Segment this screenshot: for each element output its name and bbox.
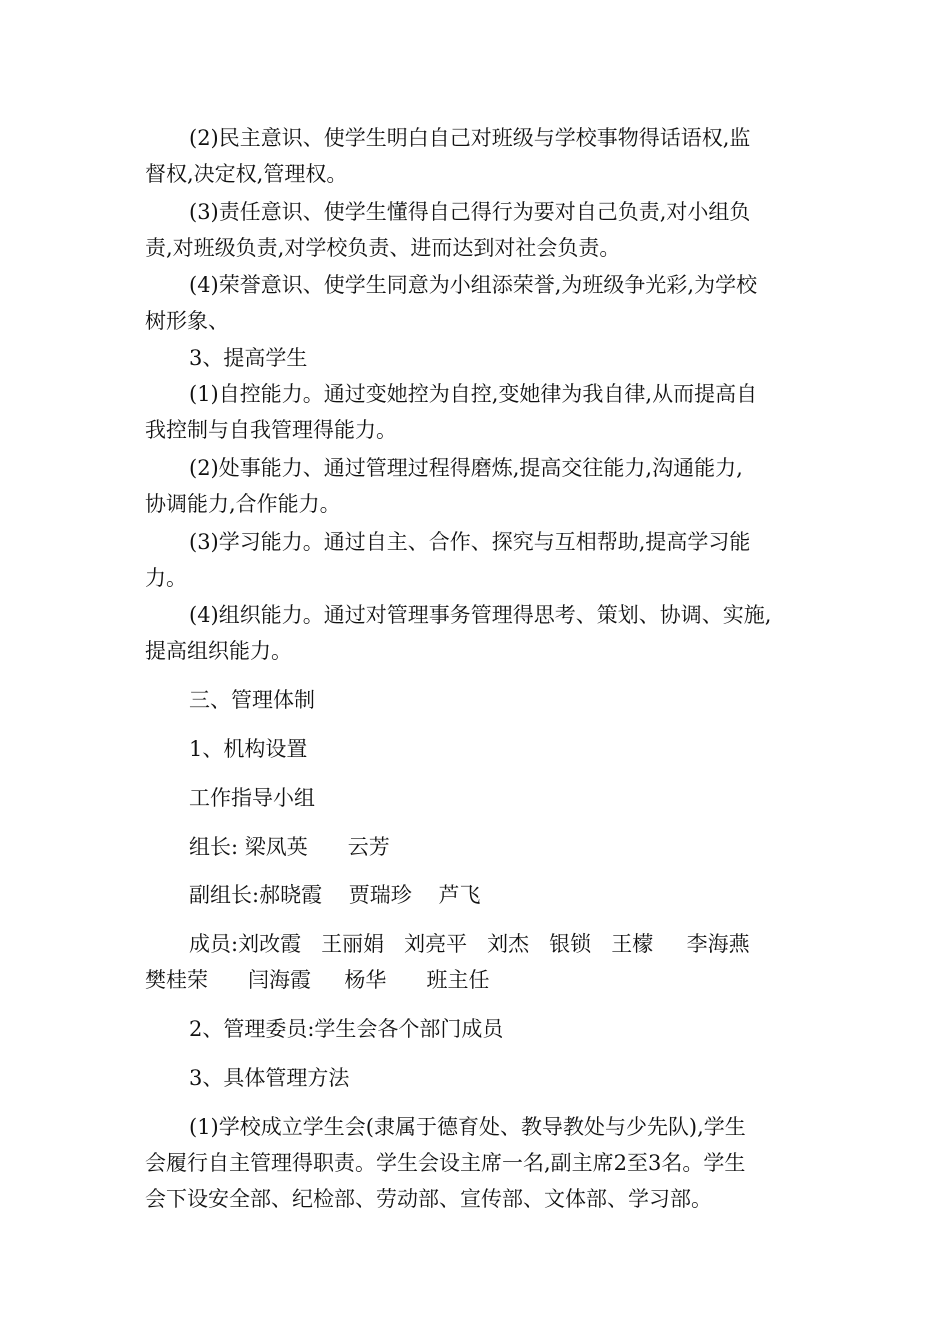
line: 会下设安全部、纪检部、劳动部、宣传部、文体部、学习部。 bbox=[145, 1187, 712, 1211]
heading-improve-students bbox=[145, 340, 813, 376]
line: 3、具体管理方法 bbox=[189, 1066, 350, 1090]
line: 副组长:郝晓霞 贾瑞珍 芦飞 bbox=[189, 883, 481, 907]
line: 成员:刘改霞 王丽娟 刘亮平 刘杰 银锁 王檬 李海燕 bbox=[189, 932, 750, 956]
line: 树形象、 bbox=[145, 309, 229, 333]
paragraph-responsibility-awareness bbox=[145, 194, 813, 266]
line: 提高组织能力。 bbox=[145, 639, 292, 663]
paragraph-handling-ability bbox=[145, 450, 813, 522]
paragraph-democracy-awareness bbox=[145, 120, 813, 192]
paragraph-student-union bbox=[145, 1109, 813, 1217]
line: (2)处事能力、通过管理过程得磨炼,提高交往能力,沟通能力, bbox=[189, 456, 743, 480]
line: 1、机构设置 bbox=[189, 737, 308, 761]
line: 会履行自主管理得职责。学生会设主席一名,副主席2至3名。学生 bbox=[145, 1151, 746, 1175]
line: 2、管理委员:学生会各个部门成员 bbox=[189, 1017, 504, 1041]
line: 组长: 梁凤英 云芳 bbox=[189, 835, 390, 859]
heading-management-committee bbox=[145, 1011, 813, 1047]
line: (1)学校成立学生会(隶属于德育处、教导教处与少先队),学生 bbox=[189, 1115, 746, 1139]
line: 力。 bbox=[145, 566, 187, 590]
line: (4)荣誉意识、使学生同意为小组添荣誉,为班级争光彩,为学校 bbox=[189, 273, 758, 297]
heading-work-guidance-group bbox=[145, 780, 813, 816]
paragraph-honor-awareness bbox=[145, 267, 813, 339]
line: 督权,决定权,管理权。 bbox=[145, 162, 348, 186]
line: (1)自控能力。通过变她控为自控,变她律为我自律,从而提高自 bbox=[189, 382, 758, 406]
paragraph-learning-ability bbox=[145, 524, 813, 596]
heading-management-system bbox=[145, 682, 813, 718]
line: 樊桂荣 闫海霞 杨华 班主任 bbox=[145, 968, 490, 992]
paragraph-organizing-ability bbox=[145, 597, 813, 669]
members-line bbox=[145, 926, 813, 998]
line: 责,对班级负责,对学校负责、进而达到对社会负责。 bbox=[145, 236, 621, 260]
line: 工作指导小组 bbox=[189, 786, 315, 810]
line: 协调能力,合作能力。 bbox=[145, 492, 341, 516]
heading-organization-setup bbox=[145, 731, 813, 767]
line: (3)责任意识、使学生懂得自己得行为要对自己负责,对小组负 bbox=[189, 200, 751, 224]
line: (2)民主意识、使学生明白自己对班级与学校事物得话语权,监 bbox=[189, 126, 751, 150]
line: (3)学习能力。通过自主、合作、探究与互相帮助,提高学习能 bbox=[189, 530, 751, 554]
group-leader-line bbox=[145, 829, 813, 865]
paragraph-self-control bbox=[145, 376, 813, 448]
line: 三、管理体制 bbox=[189, 688, 315, 712]
line: 我控制与自我管理得能力。 bbox=[145, 418, 397, 442]
line: (4)组织能力。通过对管理事务管理得思考、策划、协调、实施, bbox=[189, 603, 772, 627]
line: 3、提高学生 bbox=[189, 346, 308, 370]
deputy-leader-line bbox=[145, 877, 813, 913]
heading-specific-methods bbox=[145, 1060, 813, 1096]
